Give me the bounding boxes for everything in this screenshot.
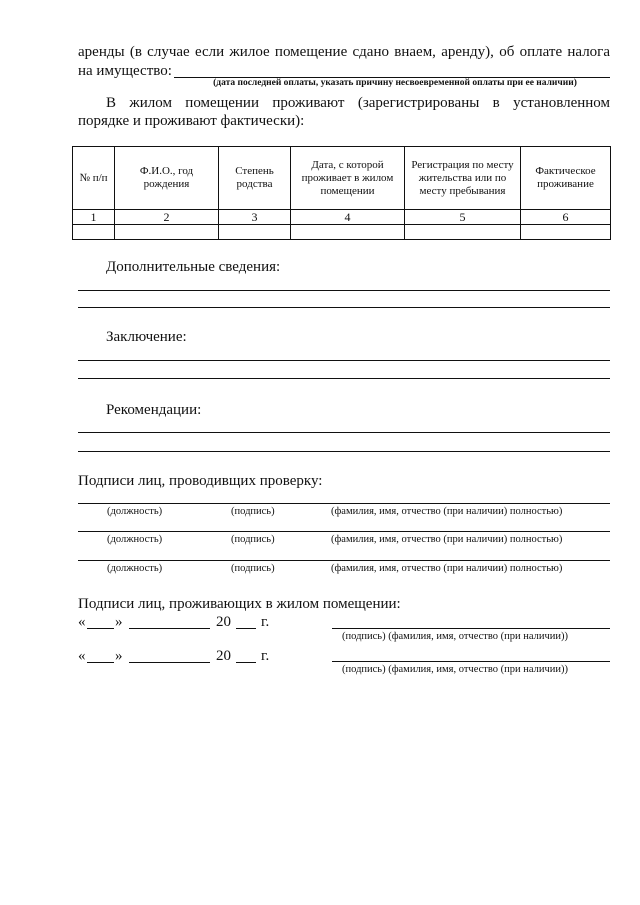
conclusion-label: Заключение:	[106, 329, 187, 345]
additional-info-line-1[interactable]	[78, 290, 610, 291]
intro-line-1: аренды (в случае если жилое помещение сдано внаем, аренду), об оплате налога	[78, 44, 610, 60]
tax-payment-hint: (дата последней оплаты, указать причину несвоевременной оплаты при ее наличии)	[213, 78, 577, 88]
residents-line-2: порядке и проживают фактически):	[78, 113, 305, 129]
date-close-quote: »	[115, 648, 123, 664]
conclusion-line-2[interactable]	[78, 378, 610, 379]
occupant-signature-caption: (подпись) (фамилия, имя, отчество (при наличии))	[342, 664, 568, 675]
year-prefix: 20	[216, 614, 231, 630]
year-line[interactable]	[236, 628, 256, 629]
column-number-4: 4	[291, 210, 405, 225]
header-residence-date: Дата, с которой проживает в жилом помещении	[291, 147, 405, 210]
table-cell[interactable]	[115, 225, 219, 240]
inspector-signature-line-2[interactable]	[78, 531, 610, 532]
inspector-signature-caption: (подпись)	[231, 534, 275, 545]
table-cell[interactable]	[405, 225, 521, 240]
inspector-fullname-caption: (фамилия, имя, отчество (при наличии) полностью)	[331, 563, 563, 574]
inspector-fullname-caption: (фамилия, имя, отчество (при наличии) полностью)	[331, 506, 563, 517]
intro-line-2: на имущество:	[78, 63, 172, 79]
table-cell[interactable]	[291, 225, 405, 240]
residents-line-1: В жилом помещении проживают (зарегистрированы в установленном	[106, 95, 610, 111]
month-line[interactable]	[129, 662, 210, 663]
additional-info-line-2[interactable]	[78, 307, 610, 308]
column-number-6: 6	[521, 210, 611, 225]
month-line[interactable]	[129, 628, 210, 629]
recommendations-line-2[interactable]	[78, 451, 610, 452]
occupant-signature-line-1[interactable]	[332, 628, 610, 629]
additional-info-label: Дополнительные сведения:	[106, 259, 281, 275]
table-header-row	[73, 147, 611, 210]
inspector-signature-caption: (подпись)	[231, 506, 275, 517]
table-row	[73, 225, 611, 240]
column-number-1: 1	[73, 210, 115, 225]
table-cell[interactable]	[219, 225, 291, 240]
day-line[interactable]	[87, 662, 114, 663]
table-cell[interactable]	[73, 225, 115, 240]
table-number-row	[73, 210, 611, 225]
header-relationship: Степень родства	[219, 147, 291, 210]
table-cell[interactable]	[521, 225, 611, 240]
inspectors-title: Подписи лиц, проводивщих проверку:	[78, 473, 323, 489]
recommendations-line-1[interactable]	[78, 432, 610, 433]
column-number-5: 5	[405, 210, 521, 225]
year-prefix: 20	[216, 648, 231, 664]
inspector-fullname-caption: (фамилия, имя, отчество (при наличии) полностью)	[331, 534, 563, 545]
inspector-position-caption: (должность)	[107, 506, 163, 517]
inspector-signature-line-3[interactable]	[78, 560, 610, 561]
column-number-2: 2	[115, 210, 219, 225]
inspector-position-caption: (должность)	[107, 563, 163, 574]
header-name-birth-year: Ф.И.О., год рождения	[115, 147, 219, 210]
residents-table	[72, 146, 611, 240]
inspector-signature-line-1[interactable]	[78, 503, 610, 504]
conclusion-line-1[interactable]	[78, 360, 610, 361]
header-registration: Регистрация по месту жительства или по месту пребывания	[405, 147, 521, 210]
inspector-signature-caption: (подпись)	[231, 563, 275, 574]
header-actual-residence: Фактическое проживание	[521, 147, 611, 210]
year-line[interactable]	[236, 662, 256, 663]
date-close-quote: »	[115, 614, 123, 630]
column-number-3: 3	[219, 210, 291, 225]
header-number: № п/п	[73, 147, 115, 210]
recommendations-label: Рекомендации:	[106, 402, 202, 418]
date-open-quote: «	[78, 648, 86, 664]
year-suffix: г.	[261, 614, 270, 630]
inspector-position-caption: (должность)	[107, 534, 163, 545]
year-suffix: г.	[261, 648, 270, 664]
occupant-signature-line-2[interactable]	[332, 661, 610, 662]
day-line[interactable]	[87, 628, 114, 629]
occupant-signature-caption: (подпись) (фамилия, имя, отчество (при наличии))	[342, 631, 568, 642]
date-open-quote: «	[78, 614, 86, 630]
occupants-title: Подписи лиц, проживающих в жилом помещении:	[78, 596, 401, 612]
